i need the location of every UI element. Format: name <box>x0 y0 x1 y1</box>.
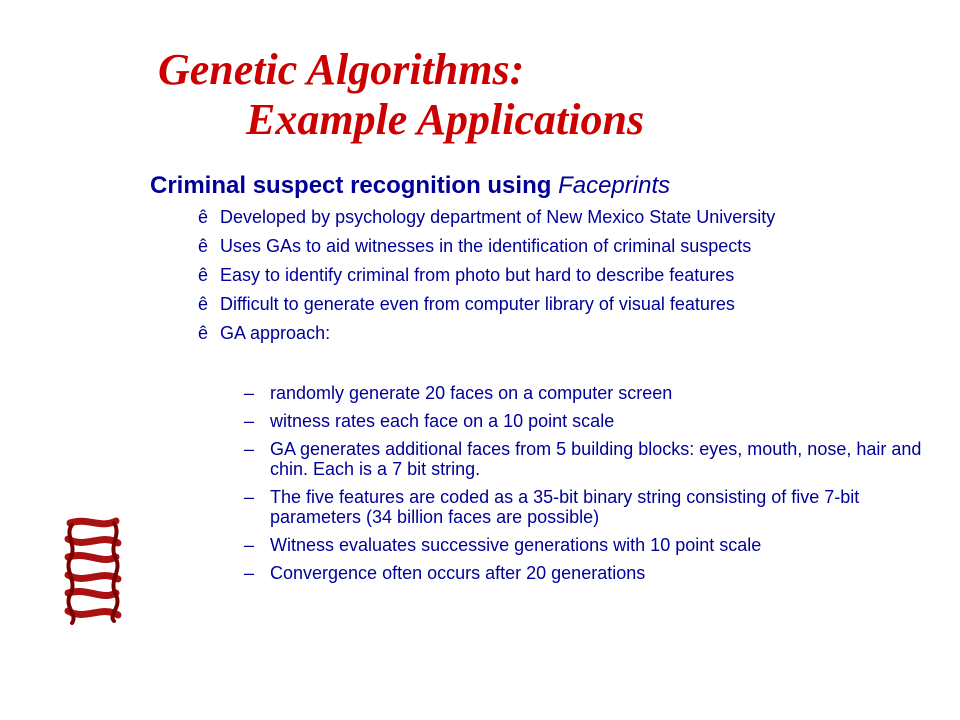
sub-bullet-text: Convergence often occurs after 20 generations <box>270 563 646 583</box>
bullet-text: Uses GAs to aid witnesses in the identification of criminal suspects <box>220 236 752 256</box>
dash-marker: – <box>244 411 255 431</box>
dash-marker: – <box>244 439 255 459</box>
helix-strand <box>68 591 116 595</box>
section-heading-emphasis: Faceprints <box>558 172 671 199</box>
sub-bullet-item <box>244 563 944 583</box>
helix-strand <box>70 521 116 524</box>
section-heading <box>150 172 670 200</box>
dna-helix-icon <box>58 515 128 627</box>
sub-bullet-item <box>244 383 944 403</box>
bullet-text: Difficult to generate even from computer library of visual features <box>220 294 735 314</box>
sub-bullet-item <box>244 411 944 431</box>
bullet-item <box>198 207 948 228</box>
bullet-list <box>198 207 948 352</box>
sub-bullet-text: GA generates additional faces from 5 building blocks: eyes, mouth, nose, hair and chin. Each is a 7 bit string. <box>270 439 922 479</box>
sub-bullet-text: The five features are coded as a 35-bit binary string consisting of five 7-bit parameters (34 billion faces are possible) <box>270 487 860 527</box>
dash-marker: – <box>244 487 255 507</box>
bullet-item <box>198 265 948 286</box>
slide-title-line-2: Example Applications <box>246 95 645 144</box>
bullet-item <box>198 294 948 315</box>
bullet-item <box>198 236 948 257</box>
sub-bullet-item <box>244 439 944 479</box>
bullet-arrow-icon: ê <box>198 323 209 343</box>
helix-strand <box>68 555 116 559</box>
bullet-item <box>198 323 948 344</box>
sub-bullet-list <box>244 383 944 591</box>
bullet-arrow-icon: ê <box>198 236 209 256</box>
bullet-arrow-icon: ê <box>198 294 209 314</box>
bullet-text: GA approach: <box>220 323 331 343</box>
sub-bullet-text: witness rates each face on a 10 point scale <box>270 411 615 431</box>
helix-strand <box>68 575 118 579</box>
helix-strand <box>68 539 118 543</box>
dash-marker: – <box>244 383 255 403</box>
slide-title-line-1: Genetic Algorithms: <box>158 45 525 94</box>
section-heading-text: Criminal suspect recognition using <box>150 172 559 199</box>
sub-bullet-text: Witness evaluates successive generations with 10 point scale <box>270 535 762 555</box>
bullet-text: Easy to identify criminal from photo but hard to describe features <box>220 265 735 285</box>
bullet-arrow-icon: ê <box>198 265 209 285</box>
bullet-text: Developed by psychology department of New Mexico State University <box>220 207 776 227</box>
dash-marker: – <box>244 535 255 555</box>
helix-strand <box>68 611 118 615</box>
sub-bullet-item <box>244 487 944 527</box>
sub-bullet-text: randomly generate 20 faces on a computer screen <box>270 383 673 403</box>
sub-bullet-item <box>244 535 944 555</box>
bullet-arrow-icon: ê <box>198 207 209 227</box>
dash-marker: – <box>244 563 255 583</box>
